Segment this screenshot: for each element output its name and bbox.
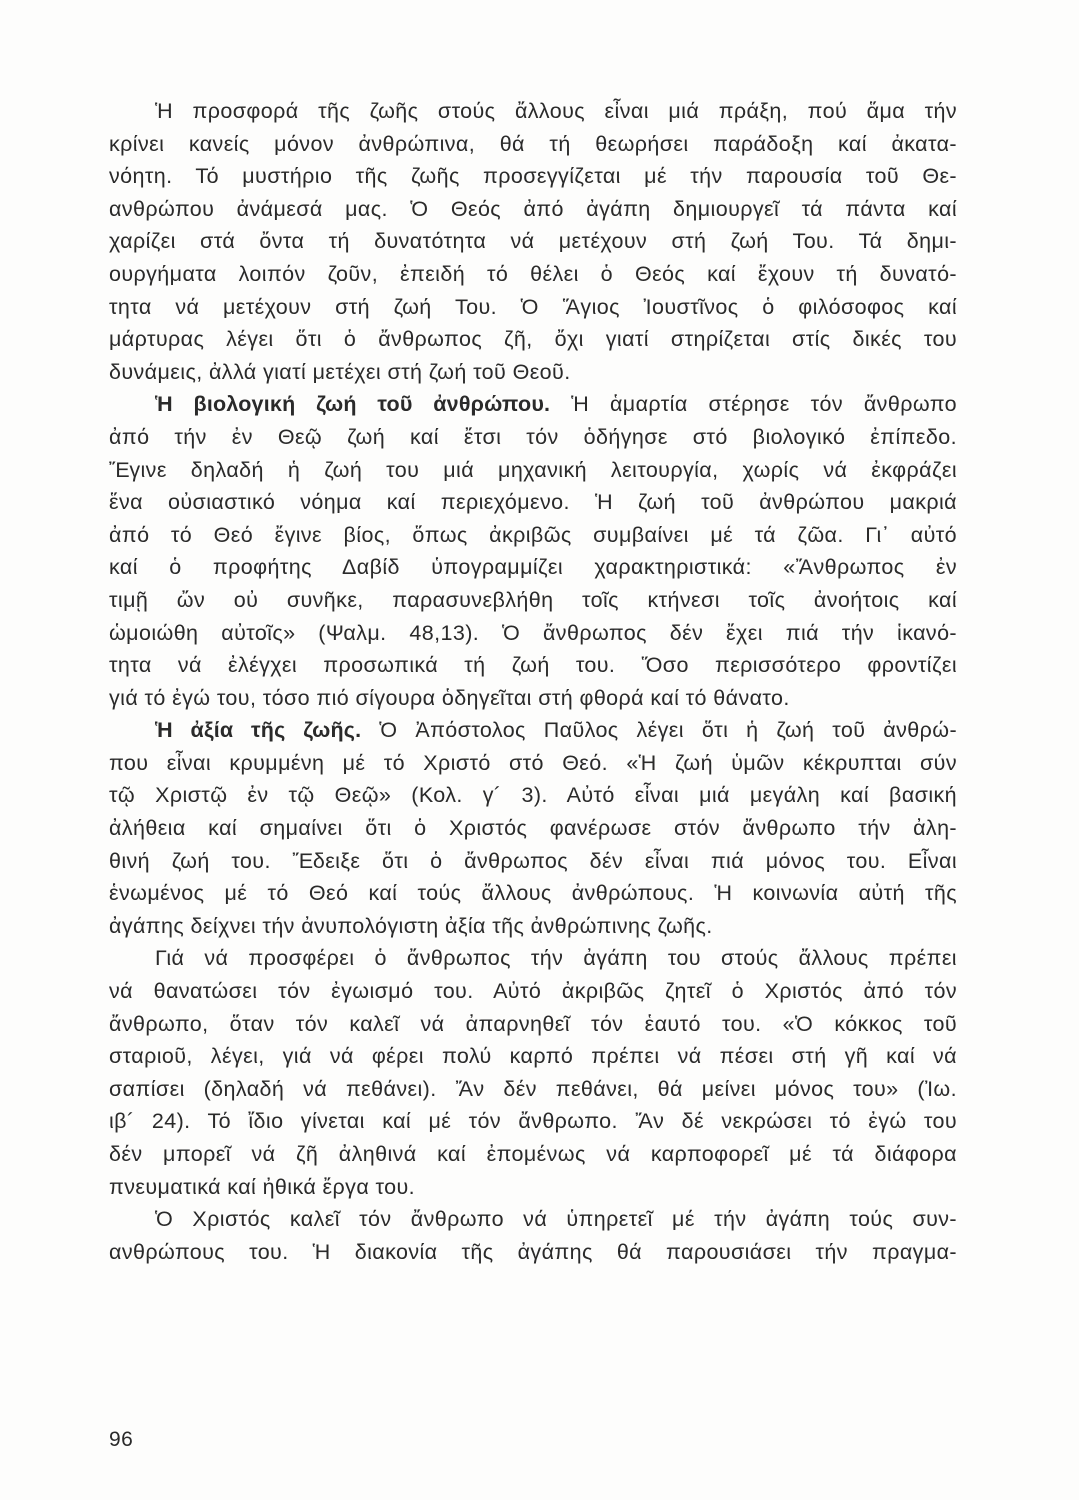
page-number: 96 — [109, 1428, 134, 1451]
text-line — [109, 388, 957, 421]
page-body — [109, 95, 957, 1268]
text-line: τητα νά ἐλέγχει προσωπικά τή ζωή του. Ὅσο περισσότερο φροντίζει — [109, 653, 957, 678]
text-line: δέν μπορεῖ νά ζῆ ἀληθινά καί ἐπομένως νά καρποφορεῖ μέ τά διάφορα — [109, 1142, 957, 1166]
text-line: τιμῇ ὤν οὐ συνῆκε, παρασυνεβλήθη τοῖς κτήνεσι τοῖς ἀνοήτοις καί — [109, 587, 957, 612]
text-line: καί ὁ προφήτης Δαβίδ ὑπογραμμίζει χαρακτηριστικά: «Ἄνθρωπος ἐν — [109, 555, 957, 580]
text-line: τῷ Χριστῷ ἐν τῷ Θεῷ» (Κολ. γ´ 3). Αὐτό εἶναι μιά μεγάλη καί βασική — [109, 783, 957, 808]
text-line: θινή ζωή του. Ἔδειξε ὅτι ὁ ἄνθρωπος δέν εἶναι πιά μόνος του. Εἶναι — [109, 848, 957, 873]
paragraph-5 — [109, 1203, 957, 1268]
text-line: χαρίζει στά ὄντα τή δυνατότητα νά μετέχουν στή ζωή Του. Τά δημι- — [109, 229, 957, 254]
text-line: κρίνει κανείς μόνον ἀνθρώπινα, θά τή θεωρήσει παράδοξη καί ἀκατα- — [109, 131, 957, 156]
text-line: ἀλήθεια καί σημαίνει ὅτι ὁ Χριστός φανέρωσε στόν ἄνθρωπο τήν ἀλη- — [109, 816, 957, 841]
text-line: Ἡ προσφορά τῆς ζωῆς στούς ἄλλους εἶναι μιά πράξη, πού ἅμα τήν — [155, 99, 957, 123]
text-line: νά θανατώσει τόν ἐγωισμό του. Αὐτό ἀκριβῶς ζητεῖ ὁ Χριστός ἀπό τόν — [109, 979, 957, 1004]
text-line: γιά τό ἐγώ του, τόσο πιό σίγουρα ὁδηγεῖται στή φθορά καί τό θάνατο. — [109, 685, 790, 710]
text-line: Γιά νά προσφέρει ὁ ἄνθρωπος τήν ἀγάπη του στούς ἄλλους πρέπει — [155, 946, 957, 971]
paragraph-1 — [109, 95, 957, 388]
heading-continuation: Ὁ Ἀπόστολος Παῦλος λέγει ὅτι ἡ ζωή τοῦ ἀνθρώ- — [361, 718, 957, 743]
section-heading-biological-life: Ἡ βιολογική ζωή τοῦ ἀνθρώπου. — [155, 392, 551, 417]
text-line: που εἶναι κρυμμένη μέ τό Χριστό στό Θεό. «Ἡ ζωή ὑμῶν κέκρυπται σύν — [109, 750, 957, 775]
text-line: ἀγάπης δείχνει τήν ἀνυπολόγιστη ἀξία τῆς ἀνθρώπινης ζωῆς. — [109, 913, 713, 938]
text-line: ανθρώπου ἀνάμεσά μας. Ὁ Θεός ἀπό ἀγάπη δημιουργεῖ τά πάντα καί — [109, 196, 957, 221]
text-line — [109, 714, 957, 747]
text-line: ἀπό τό Θεό ἔγινε βίος, ὅπως ἀκριβῶς συμβαίνει μέ τά ζῶα. Γι᾽ αὐτό — [109, 522, 957, 547]
text-line: ιβ´ 24). Τό ἴδιο γίνεται καί μέ τόν ἄνθρωπο. Ἄν δέ νεκρώσει τό ἐγώ του — [109, 1109, 957, 1134]
text-line: Ἔγινε δηλαδή ἡ ζωή του μιά μηχανική λειτουργία, χωρίς νά ἐκφράζει — [109, 457, 957, 482]
text-line: ἄνθρωπο, ὅταν τόν καλεῖ νά ἀπαρνηθεῖ τόν ἑαυτό του. «Ὁ κόκκος τοῦ — [109, 1011, 957, 1036]
text-line: σαπίσει (δηλαδή νά πεθάνει). Ἄν δέν πεθάνει, θά μείνει μόνος του» (Ἰω. — [109, 1076, 957, 1101]
text-line: δυνάμεις, ἀλλά γιατί μετέχει στή ζωή τοῦ Θεοῦ. — [109, 359, 571, 384]
text-line: μάρτυρας λέγει ὅτι ὁ ἄνθρωπος ζῆ, ὄχι γιατί στηρίζεται στίς δικές του — [109, 327, 957, 352]
text-line: σταριοῦ, λέγει, γιά νά φέρει πολύ καρπό πρέπει νά πέσει στή γῆ καί νά — [109, 1044, 957, 1069]
paragraph-2 — [109, 388, 957, 714]
section-heading-value-of-life: Ἡ ἀξία τῆς ζωῆς. — [155, 718, 362, 743]
paragraph-3 — [109, 714, 957, 942]
heading-continuation: Ἡ ἁμαρτία στέρησε τόν ἄνθρωπο — [550, 392, 957, 417]
text-line: πνευματικά καί ἠθικά ἔργα του. — [109, 1174, 415, 1199]
text-line: ἑνωμένος μέ τό Θεό καί τούς ἄλλους ἀνθρώπους. Ἡ κοινωνία αὐτή τῆς — [109, 881, 957, 906]
text-line: ἀπό τήν ἐν Θεῷ ζωή καί ἔτσι τόν ὁδήγησε στό βιολογικό ἐπίπεδο. — [109, 424, 957, 449]
text-line: ανθρώπους του. Ἡ διακονία τῆς ἀγάπης θά παρουσιάσει τήν πραγμα- — [109, 1239, 957, 1264]
text-line: τητα νά μετέχουν στή ζωή Του. Ὁ Ἅγιος Ἰουστῖνος ὁ φιλόσοφος καί — [109, 294, 957, 319]
text-line: ὡμοιώθη αὐτοῖς» (Ψαλμ. 48,13). Ὁ ἄνθρωπος δέν ἔχει πιά τήν ἱκανό- — [109, 620, 957, 645]
text-line: νόητη. Τό μυστήριο τῆς ζωῆς προσεγγίζεται μέ τήν παρουσία τοῦ Θε- — [109, 164, 957, 189]
text-line: ἕνα οὐσιαστικό νόημα καί περιεχόμενο. Ἡ ζωή τοῦ ἀνθρώπου μακριά — [109, 490, 957, 515]
paragraph-4 — [109, 942, 957, 1203]
text-line: ουργήματα λοιπόν ζοῦν, ἐπειδή τό θέλει ὁ Θεός καί ἔχουν τή δυνατό- — [109, 261, 957, 286]
text-line: Ὁ Χριστός καλεῖ τόν ἄνθρωπο νά ὑπηρετεῖ μέ τήν ἀγάπη τούς συν- — [155, 1207, 957, 1232]
